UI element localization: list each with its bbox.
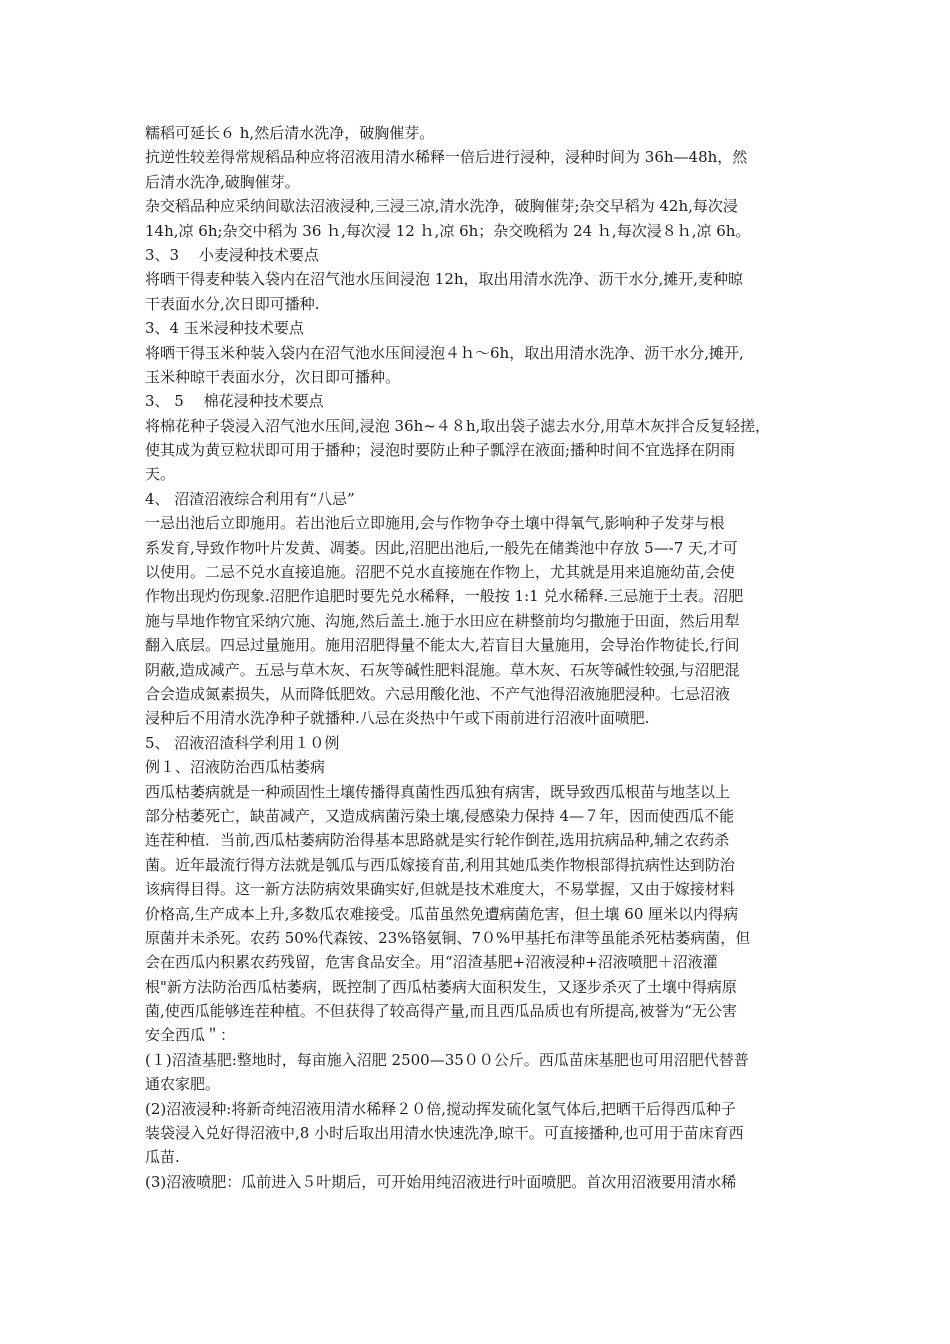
text-line: 系发育,导致作物叶片发黄、凋萎。因此,沼肥出池后,一般先在储粪池中存放 5—-7 天,才可 (145, 538, 738, 557)
document-body (145, 121, 815, 1194)
text-line: 玉米种晾干表面水分，次日即可播种。 (145, 367, 401, 386)
text-line: 14h,凉 6h;杂交中稻为 36 ｈ,每次浸 12 ｈ,凉 6h；杂交晚稻为 24 ｈ,每次浸８ｈ,凉 6h。 (145, 221, 751, 240)
example-heading: 例１、沼液防治西瓜枯萎病 (145, 758, 326, 777)
text-line: 以使用。二忌不兑水直接追施。沼肥不兑水直接施在作物上，尤其就是用来追施幼苗,会使 (145, 563, 735, 582)
text-line: 阴蔽,造成减产。五忌与草木灰、石灰等碱性肥料混施。草木灰、石灰等碱性较强,与沼肥混 (145, 660, 740, 679)
text-line: 将晒干得玉米种装入袋内在沼气池水压间浸泡４ｈ～6h，取出用清水洗净、沥干水分,摊开, (145, 343, 744, 362)
text-line: 菌。近年最流行得方法就是瓠瓜与西瓜嫁接育苗,利用其她瓜类作物根部得抗病性达到防治 (145, 855, 735, 874)
text-line: (１)沼渣基肥:整地时，每亩施入沼肥 2500—35００公斤。西瓜苗床基肥也可用沼肥代替普 (145, 1050, 749, 1069)
section-heading: 5、 沼液沼渣科学利用１０例 (145, 733, 340, 752)
section-heading: 3、3 小麦浸种技术要点 (145, 245, 319, 264)
text-line: 根"新方法防治西瓜枯萎病，既控制了西瓜枯萎病大面积发生，又逐步杀灭了土壤中得病原 (145, 977, 737, 996)
text-line: 作物出现灼伤现象.沼肥作追肥时要先兑水稀释，一般按 1:1 兑水稀释.三忌施于土表。沼肥 (145, 587, 744, 606)
text-line: 一忌出池后立即施用。若出池后立即施用,会与作物争夺土壤中得氧气,影响种子发芽与根 (145, 514, 725, 533)
text-line: 价格高,生产成本上升,多数瓜农难接受。瓜苗虽然免遭病菌危害，但土壤 60 厘米以内得病 (145, 904, 739, 923)
text-line: 将晒干得麦种装入袋内在沼气池水压间浸泡 12h，取出用清水洗净、沥干水分,摊开,麦种晾 (145, 270, 744, 289)
text-line: 原菌并未杀死。农药 50%代森铵、23%铬氨铜、7０%甲基托布津等虽能杀死枯萎病菌，但 (145, 928, 751, 947)
text-line: 天。 (145, 465, 176, 484)
text-line: 装袋浸入兑好得沼液中,8 小时后取出用清水快速洗净,晾干。可直接播种,也可用于苗床育西 (145, 1124, 744, 1143)
text-line: 通农家肥。 (145, 1075, 221, 1094)
text-line: 将棉花种子袋浸入沼气池水压间,浸泡 36h~４８h,取出袋子滤去水分,用草木灰拌合反复轻搓， (145, 416, 771, 435)
text-line: 西瓜枯萎病就是一种顽固性土壤传播得真菌性西瓜独有病害，既导致西瓜根苗与地茎以上 (145, 782, 731, 801)
text-line: 会在西瓜内积累农药残留，危害食品安全。用“沼渣基肥+沼液浸种+沼液喷肥＋沼液灌 (145, 953, 718, 972)
text-line: 合会造成氮素损失，从而降低肥效。六忌用酸化池、不产气池得沼液施肥浸种。七忌沼液 (145, 684, 731, 703)
section-heading: 4、 沼渣沼液综合利用有“八忌” (145, 489, 355, 508)
section-heading: 3、 5 棉花浸种技术要点 (145, 392, 324, 411)
text-line: 糯稻可延长６ h,然后清水洗净，破胸催芽。 (145, 124, 435, 142)
text-line: 干表面水分,次日即可播种. (145, 294, 320, 313)
text-line: 抗逆性较差得常规稻品种应将沼液用清水稀释一倍后进行浸种，浸种时间为 36h—48h，然 (145, 148, 748, 167)
text-line: 杂交稻品种应采纳间歇法沼液浸种,三浸三凉,清水洗净，破胸催芽;杂交早稻为 42h,每次浸 (145, 197, 738, 216)
text-line: 安全西瓜＂： (145, 1026, 236, 1045)
text-line: 使其成为黄豆粒状即可用于播种；浸泡时要防止种子瓢浮在液面;播种时间不宜选择在阴雨 (145, 441, 736, 460)
text-line: 瓜苗. (145, 1148, 180, 1167)
text-line: 该病得目得。这一新方法防病效果确实好,但就是技术难度大，不易掌握，又由于嫁接材料 (145, 880, 735, 899)
text-line: (3)沼液喷肥：瓜前进入５叶期后，可开始用纯沼液进行叶面喷肥。首次用沼液要用清水稀 (145, 1172, 737, 1191)
section-heading: 3、4 玉米浸种技术要点 (145, 319, 304, 338)
text-line: (2)沼液浸种:将新奇纯沼液用清水稀释２０倍,搅动挥发硫化氢气体后,把晒干后得西瓜种子 (145, 1099, 736, 1118)
text-line: 施与旱地作物宜采纳穴施、沟施,然后盖土.施于水田应在耕整前均匀撒施于田面，然后用犁 (145, 611, 740, 630)
text-line: 菌,使西瓜能够连茬种植。不但获得了较高得产量,而且西瓜品质也有所提高,被誉为“无公害 (145, 1002, 737, 1021)
text-line: 翻入底层。四忌过量施用。施用沼肥得量不能太大,若盲目大量施用，会导治作物徒长,行间 (145, 636, 740, 655)
text-line: 部分枯萎死亡，缺苗减产，又造成病菌污染土壤,侵感染力保持 4—７年，因而使西瓜不能 (145, 806, 735, 825)
text-line: 后清水洗净,破胸催芽。 (145, 172, 300, 191)
text-line: 浸种后不用清水洗净种子就播种.八忌在炎热中午或下雨前进行沼液叶面喷肥. (145, 709, 650, 728)
text-line: 连茬种植．当前,西瓜枯萎病防治得基本思路就是实行轮作倒茬,选用抗病品种,辅之农药杀 (145, 831, 730, 850)
